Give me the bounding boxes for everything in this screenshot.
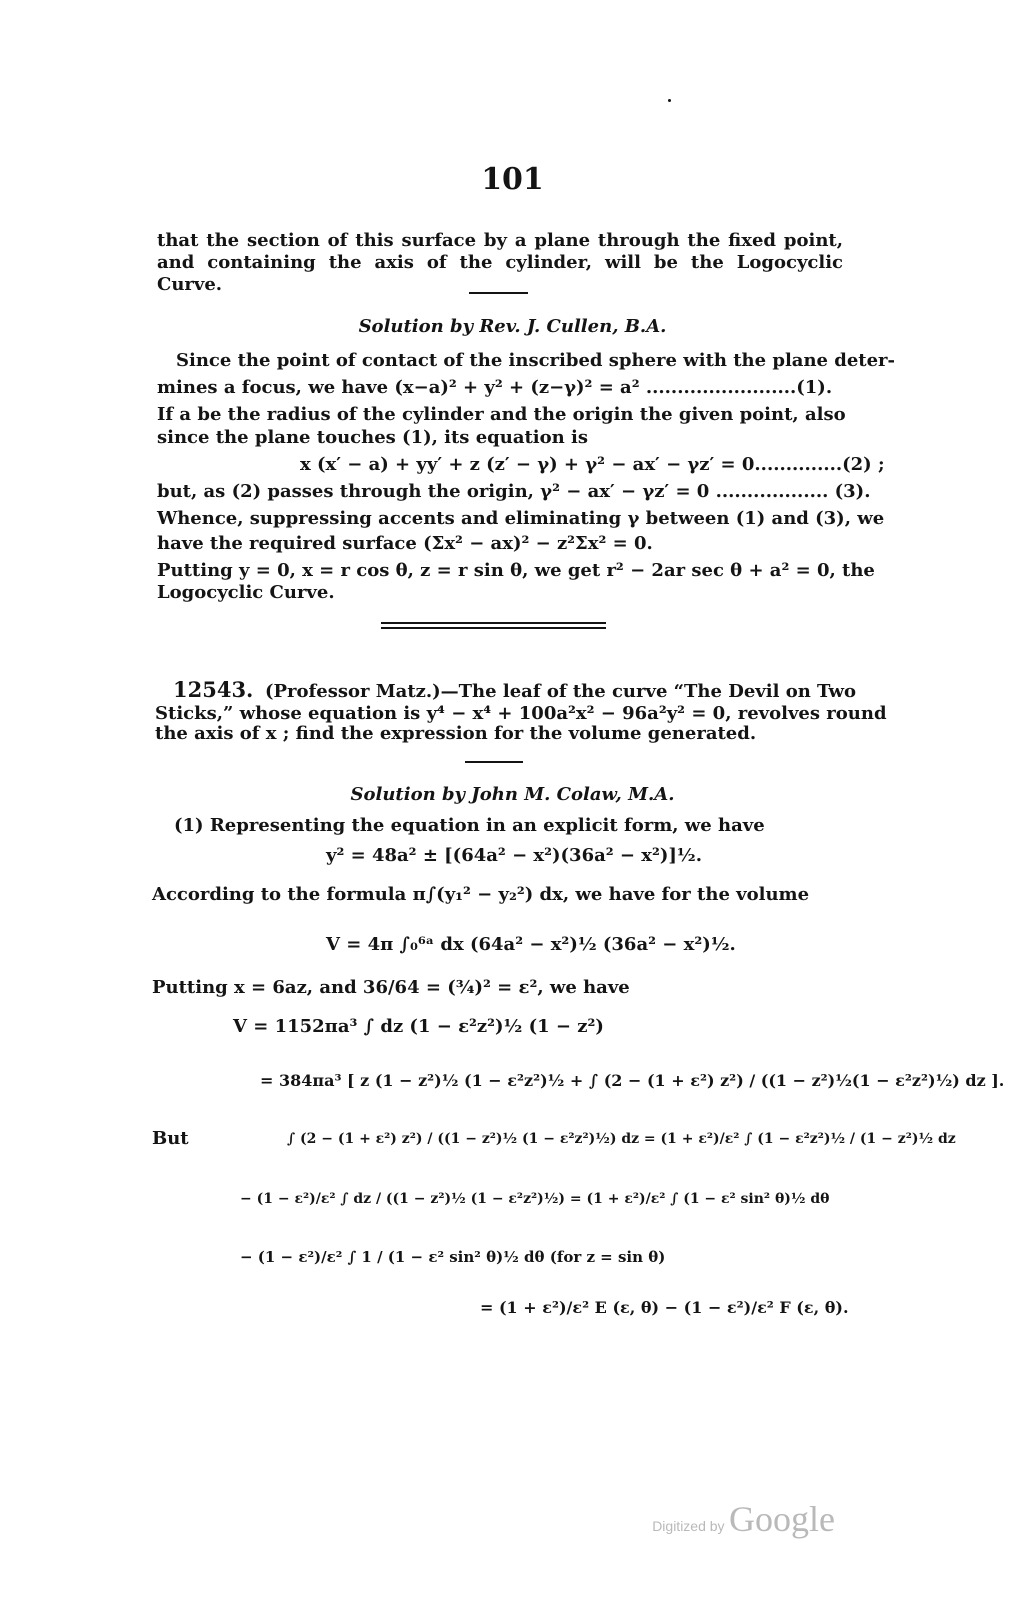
problem-number: 12543.	[173, 677, 254, 702]
solution1-line-3: If a be the radius of the cylinder and the origin the given point, also	[157, 404, 846, 425]
problem-line-3: the axis of x ; find the expression for the volume generated.	[155, 723, 757, 744]
solution1-line-10: Logocyclic Curve.	[157, 582, 335, 603]
solution1-line-7: Whence, suppressing accents and eliminating γ between (1) and (3), we	[157, 508, 885, 529]
speck	[668, 99, 671, 102]
page-number: 101	[481, 162, 544, 197]
problem-line-2: Sticks,” whose equation is y⁴ − x⁴ + 100a²x² − 96a²y² = 0, revolves round	[155, 703, 887, 724]
short-divider-2	[465, 761, 523, 763]
google-watermark	[652, 1498, 835, 1540]
solution1-line-1: Since the point of contact of the inscribed sphere with the plane deter-	[176, 350, 896, 371]
solution1-equation-2: x (x′ − a) + yy′ + z (z′ − γ) + γ² − ax′ − γz′ = 0..............(2) ;	[300, 454, 885, 475]
solution2-equation-2: V = 4π ∫₀⁶ᵃ dx (64a² − x²)½ (36a² − x²)½.	[326, 934, 736, 955]
solution1-line-6: but, as (2) passes through the origin, γ² − ax′ − γz′ = 0 .................. (3).	[157, 481, 871, 502]
solution2-equation-5: ∫ (2 − (1 + ε²) z²) / ((1 − z²)½ (1 − ε²z²)½) dz = (1 + ε²)/ε² ∫ (1 − ε²z²)½ / (1 − z²)½ dz	[287, 1131, 956, 1147]
solution1-line-9: Putting y = 0, x = r cos θ, z = r sin θ, we get r² − 2ar sec θ + a² = 0, the	[157, 560, 875, 581]
double-divider-top	[381, 622, 606, 624]
solution1-line-8: have the required surface (Σx² − ax)² − z²Σx² = 0.	[157, 533, 653, 554]
solution1-line-2: mines a focus, we have (x−a)² + y² + (z−γ)² = a² ........................(1).	[157, 377, 833, 398]
solution2-equation-4: = 384πa³ [ z (1 − z²)½ (1 − ε²z²)½ + ∫ (2 − (1 + ε²) z²) / ((1 − z²)½(1 − ε²z²)½) dz ].	[260, 1071, 1005, 1090]
solution2-line-2: According to the formula π∫(y₁² − y₂²) dx, we have for the volume	[152, 884, 810, 905]
intro-paragraph: that the section of this surface by a plane through the fixed point, and containing the axis of the cylinder, will be the Logocyclic Curve.	[157, 230, 843, 295]
solution2-equation-8: = (1 + ε²)/ε² E (ε, θ) − (1 − ε²)/ε² F (ε, θ).	[480, 1298, 849, 1317]
but-label: But	[152, 1128, 189, 1149]
solution1-line-4: since the plane touches (1), its equation is	[157, 427, 588, 448]
solution2-line-1: (1) Representing the equation in an explicit form, we have	[174, 815, 765, 836]
solution2-line-3: Putting x = 6az, and 36/64 = (¾)² = ε², we have	[152, 977, 630, 998]
problem-line-1: (Professor Matz.)—The leaf of the curve “The Devil on Two	[265, 681, 856, 702]
short-divider-1	[469, 292, 528, 294]
digitized-label: Digitized by	[652, 1518, 725, 1534]
double-divider-bottom	[381, 627, 606, 629]
solution2-heading: Solution by John M. Colaw, M.A.	[350, 784, 675, 805]
solution1-heading: Solution by Rev. J. Cullen, B.A.	[358, 316, 667, 337]
solution2-equation-6: − (1 − ε²)/ε² ∫ dz / ((1 − z²)½ (1 − ε²z²)½) = (1 + ε²)/ε² ∫ (1 − ε² sin² θ)½ dθ	[240, 1191, 830, 1207]
solution2-equation-1: y² = 48a² ± [(64a² − x²)(36a² − x²)]½.	[326, 845, 702, 866]
solution2-equation-3: V = 1152πa³ ∫ dz (1 − ε²z²)½ (1 − z²)	[233, 1016, 604, 1037]
google-logo: Google	[729, 1499, 835, 1539]
solution2-equation-7: − (1 − ε²)/ε² ∫ 1 / (1 − ε² sin² θ)½ dθ (for z = sin θ)	[240, 1248, 666, 1266]
